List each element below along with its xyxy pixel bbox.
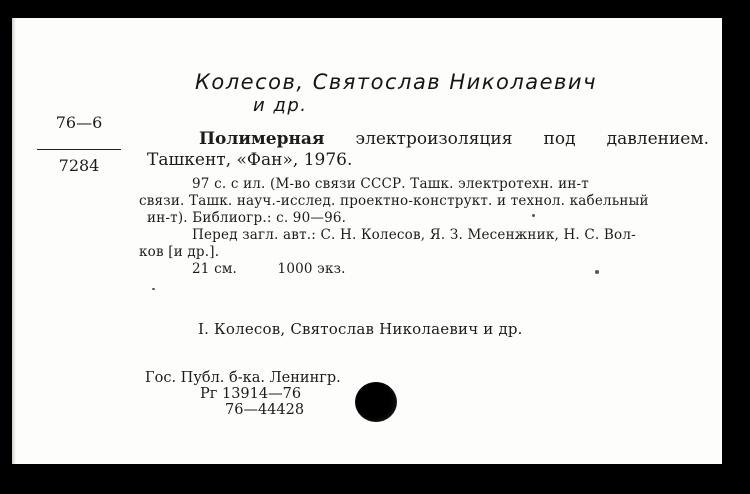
title-word-1: электроизоляция	[355, 129, 513, 149]
author-heading-line2: и др.	[253, 95, 308, 116]
title-word-3: давлением.	[606, 129, 709, 149]
ink-speck	[595, 270, 599, 274]
holdings-number: Рг 13914—76	[200, 386, 302, 402]
size-value: 21 см.	[192, 261, 238, 277]
ink-blot	[355, 382, 397, 422]
ink-speck	[532, 214, 535, 217]
call-number-top: 76—6	[55, 113, 103, 132]
holdings-accession: 76—44428	[225, 402, 305, 418]
bibliographic-entry	[139, 129, 709, 278]
author-heading-line1: Колесов, Святослав Николаевич	[195, 70, 597, 94]
catalog-card	[12, 18, 722, 464]
holdings-library: Гос. Публ. б-ка. Ленингр.	[145, 370, 341, 386]
call-number-divider	[37, 149, 121, 150]
description-line-1: 97 с. с ил. (М-во связи СССР. Ташк. электротехн. ин-т	[192, 176, 589, 192]
title-word-2: под	[543, 129, 576, 149]
description-line-5: ков [и др.].	[139, 244, 220, 260]
description-line-4: Перед загл. авт.: С. Н. Колесов, Я. З. Месенжник, Н. С. Вол-	[192, 227, 636, 243]
handwritten-author-heading	[195, 70, 597, 118]
copies-value: 1000 экз.	[277, 261, 346, 277]
imprint: Ташкент, «Фан», 1976.	[147, 150, 353, 170]
physical-description	[139, 176, 709, 278]
format-line	[147, 261, 709, 278]
ink-speck	[152, 288, 155, 290]
card-edge-shadow	[12, 18, 16, 464]
call-number	[34, 113, 124, 176]
holdings-block	[145, 370, 341, 418]
title-bold-word: Полимерная	[199, 129, 325, 149]
description-line-3: ин-т). Библиогр.: с. 90—96.	[147, 210, 347, 226]
call-number-bottom: 7284	[58, 156, 100, 175]
description-line-2: связи. Ташк. науч.-исслед. проектно-конструкт. и технол. кабельный	[139, 193, 649, 209]
title-line	[147, 130, 709, 149]
tracing-entry: I. Колесов, Святослав Николаевич и др.	[198, 320, 523, 338]
